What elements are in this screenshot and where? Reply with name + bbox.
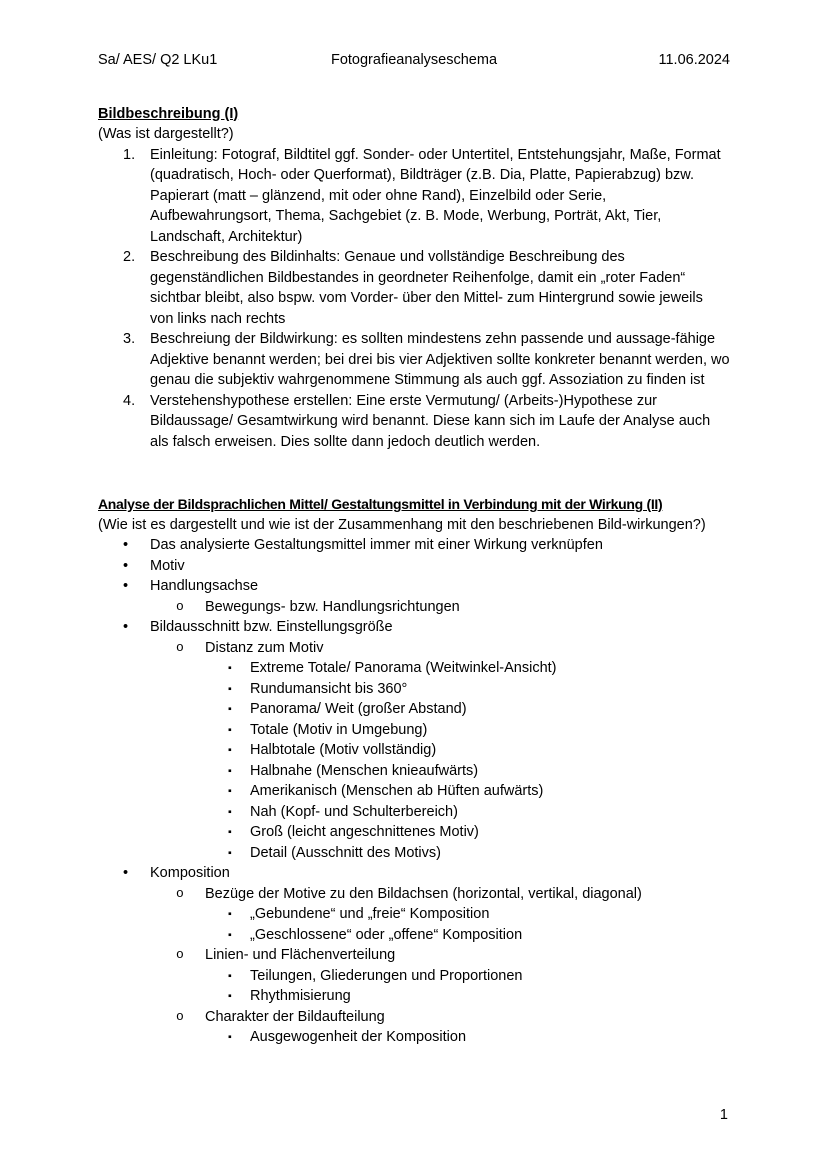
bullet-item-level-2 (98, 597, 730, 618)
bullet-text: Halbnahe (Menschen knieaufwärts) (250, 762, 479, 779)
bullet-text: Rhythmisierung (250, 988, 351, 1004)
numbered-item (98, 247, 730, 329)
bullet-marker: ▪ (228, 1031, 232, 1043)
bullet-item-level-3 (98, 986, 730, 1007)
bullet-text: Linien- und Flächenverteilung (205, 947, 396, 963)
bullet-list (98, 535, 730, 1048)
bullet-item-level-3 (98, 658, 730, 679)
bullet-marker: ▪ (228, 805, 232, 818)
bullet-marker: o (176, 885, 184, 901)
bullet-marker: • (123, 578, 129, 594)
bullet-text: Komposition (150, 865, 230, 881)
bullet-item-level-3 (98, 822, 730, 843)
bullet-marker: ▪ (228, 908, 232, 920)
bullet-item-level-3 (98, 720, 730, 741)
bullet-marker: o (176, 1008, 184, 1024)
bullet-marker: ▪ (228, 969, 232, 982)
header-course-code: Sa/ AES/ Q2 LKu1 (98, 52, 218, 68)
bullet-item-level-1 (98, 576, 730, 597)
bullet-marker: ▪ (228, 703, 232, 715)
bullet-marker: • (123, 537, 129, 553)
section1-subtitle: (Was ist dargestellt?) (98, 126, 234, 142)
bullet-item-level-2 (98, 1007, 730, 1028)
bullet-item-level-2 (98, 884, 730, 905)
item-number: 4. (123, 392, 136, 409)
bullet-marker: • (123, 865, 129, 881)
section2-title: Analyse der Bildsprachlichen Mittel/ Gestaltungsmittel in Verbindung mit der Wirkung (II) (98, 496, 663, 512)
item-text: Verstehenshypothese erstellen: Eine erste Vermutung/ (Arbeits-)Hypothese zur Bildaussage/ Gesamtwirkung wird benannt. Diese kann sich im Laufe der Analyse auch als falsch erweisen. Dies sollte dann jedoch deutlich werden. (150, 392, 711, 450)
bullet-item-level-3 (98, 843, 730, 864)
bullet-text: Handlungsachse (150, 578, 259, 594)
bullet-item-level-3 (98, 740, 730, 761)
bullet-item-level-2 (98, 945, 730, 966)
item-number: 2. (123, 249, 136, 265)
bullet-marker: • (123, 619, 129, 635)
numbered-item (98, 145, 730, 248)
bullet-text: Amerikanisch (Menschen ab Hüften aufwärts) (250, 783, 544, 799)
section2-subtitle: (Wie ist es dargestellt und wie ist der Zusammenhang mit den beschriebenen Bild-wirkungen?) (98, 516, 706, 533)
bullet-text: Panorama/ Weit (großer Abstand) (250, 701, 467, 717)
bullet-text: „Geschlossene“ oder „offene“ Komposition (250, 926, 523, 943)
numbered-item (98, 391, 730, 453)
bullet-item-level-1 (98, 863, 730, 884)
bullet-item-level-3 (98, 761, 730, 782)
item-number: 3. (123, 331, 136, 347)
bullet-marker: ▪ (228, 846, 232, 859)
bullet-marker: ▪ (228, 662, 232, 674)
bullet-text: Teilungen, Gliederungen und Proportionen (250, 967, 523, 984)
numbered-item (98, 329, 730, 391)
bullet-text: Extreme Totale/ Panorama (Weitwinkel-Ansicht) (250, 660, 557, 676)
header-document-title: Fotografieanalyseschema (330, 52, 498, 68)
bullet-item-level-3 (98, 966, 730, 987)
bullet-item-level-3 (98, 925, 730, 946)
document-header (98, 50, 730, 71)
header-date: 11.06.2024 (658, 52, 730, 68)
bullet-marker: ▪ (228, 826, 232, 838)
bullet-text: „Gebundene“ und „freie“ Komposition (250, 906, 490, 922)
item-text: Beschreibung des Bildinhalts: Genaue und vollständige Beschreibung des gegenständlichen Bildbestandes in geordneter Reihenfolge, damit ein „roter Faden“ sichtbar bleibt, also bspw. vom Vorder- über den Mittel- zum Hintergrund sowie jeweils von links nach rechts (150, 249, 703, 327)
bullet-text: Bezüge der Motive zu den Bildachsen (horizontal, vertikal, diagonal) (205, 885, 642, 902)
bullet-item-level-2 (98, 638, 730, 659)
bullet-item-level-1 (98, 556, 730, 577)
item-text: Einleitung: Fotograf, Bildtitel ggf. Sonder- oder Untertitel, Entstehungsjahr, Maße, Format (quadratisch, Hoch- oder Querformat), Bildträger (z.B. Dia, Platte, Papierabzug) bzw. Papierart (matt – glänzend, mit oder ohne Rand), Einzelbild oder Serie, Aufbewahrungsort, Thema, Sachgebiet (z. B. Mode, Werbung, Porträt, Akt, Tier, Landschaft, Architektur) (150, 146, 721, 245)
bullet-text: Nah (Kopf- und Schulterbereich) (250, 803, 458, 820)
bullet-item-level-3 (98, 802, 730, 823)
bullet-item-level-3 (98, 1027, 730, 1048)
bullet-text: Detail (Ausschnitt des Motivs) (250, 844, 441, 861)
bullet-marker: ▪ (228, 764, 232, 777)
bullet-text: Das analysierte Gestaltungsmittel immer mit einer Wirkung verknüpfen (150, 537, 603, 553)
bullet-marker: o (176, 639, 184, 655)
bullet-marker: ▪ (228, 723, 232, 736)
bullet-text: Totale (Motiv in Umgebung) (250, 721, 428, 738)
bullet-text: Ausgewogenheit der Komposition (250, 1029, 467, 1045)
bullet-item-level-1 (98, 535, 730, 556)
bullet-marker: ▪ (228, 990, 232, 1002)
bullet-text: Halbtotale (Motiv vollständig) (250, 742, 437, 758)
bullet-text: Distanz zum Motiv (205, 639, 324, 656)
bullet-marker: • (123, 557, 129, 574)
bullet-marker: ▪ (228, 744, 232, 756)
bullet-item-level-3 (98, 699, 730, 720)
item-text: Beschreiung der Bildwirkung: es sollten mindestens zehn passende und aussage-fähige Adjektive benannt werden; bei drei bis vier Adjektiven sollte konkreter benannt werden, wo genau die subjektiv wahrgenommene Stimmung als auch ggf. Assoziation zu finden ist (150, 331, 730, 388)
bullet-marker: ▪ (228, 682, 232, 695)
section1-title: Bildbeschreibung (I) (98, 105, 239, 122)
bullet-text: Bewegungs- bzw. Handlungsrichtungen (205, 598, 460, 615)
bullet-item-level-3 (98, 679, 730, 700)
item-number: 1. (123, 146, 136, 163)
bullet-text: Groß (leicht angeschnittenes Motiv) (250, 824, 479, 840)
page-number: 1 (719, 1106, 728, 1123)
bullet-text: Rundumansicht bis 360° (250, 680, 408, 697)
numbered-list (98, 145, 730, 453)
bullet-text: Bildausschnitt bzw. Einstellungsgröße (150, 619, 393, 635)
bullet-marker: ▪ (228, 785, 232, 797)
bullet-text: Motiv (150, 557, 185, 574)
bullet-text: Charakter der Bildaufteilung (205, 1008, 385, 1025)
bullet-item-level-1 (98, 617, 730, 638)
bullet-marker: o (176, 947, 184, 962)
bullet-item-level-3 (98, 904, 730, 925)
bullet-marker: ▪ (228, 928, 232, 941)
bullet-item-level-3 (98, 781, 730, 802)
bullet-marker: o (176, 598, 184, 614)
